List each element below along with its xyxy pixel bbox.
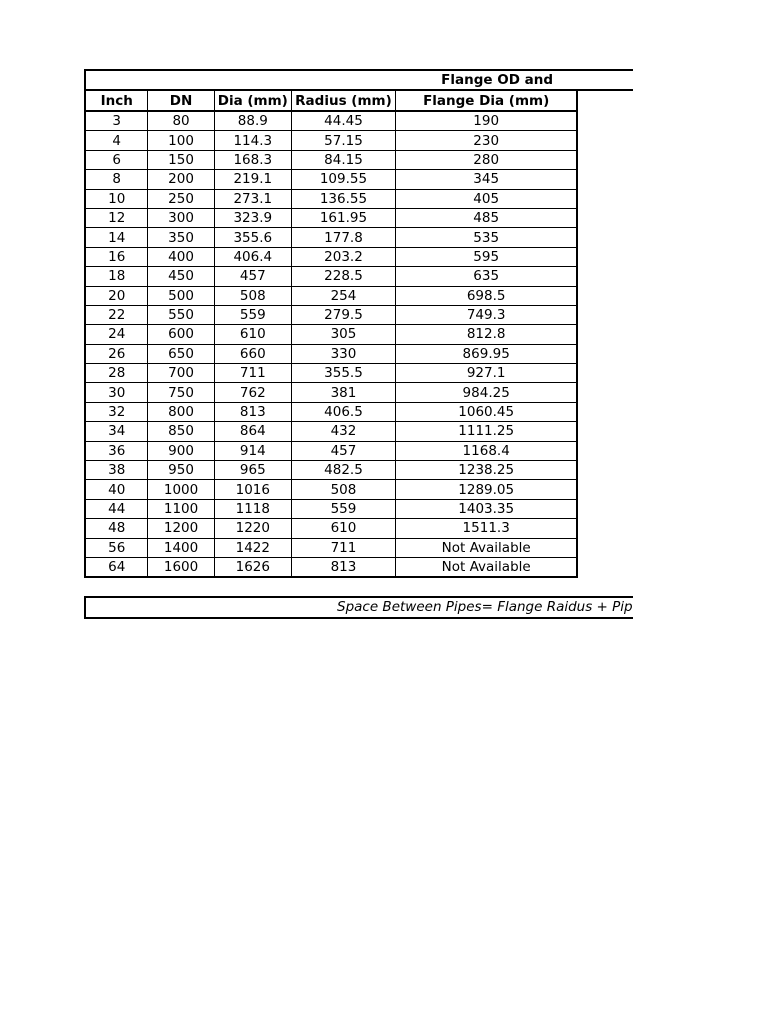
cell-flange-dia: 1060.45: [396, 402, 578, 421]
cell-dn: 1000: [148, 480, 214, 499]
cell-radius: 813: [291, 557, 395, 577]
overflow-cell: [577, 305, 633, 324]
cell-radius: 254: [291, 286, 395, 305]
cell-dia: 965: [214, 461, 291, 480]
cell-flange-dia: Not Available: [396, 538, 578, 557]
cell-flange-dia: 927.1: [396, 364, 578, 383]
cell-flange-dia: 635: [396, 267, 578, 286]
cell-dia: 219.1: [214, 170, 291, 189]
cell-dn: 600: [148, 325, 214, 344]
column-header-dn: DN: [148, 90, 214, 111]
table-row: [85, 131, 633, 150]
cell-dia: 168.3: [214, 150, 291, 169]
column-header-dia: Dia (mm): [214, 90, 291, 111]
table-row: [85, 111, 633, 131]
cell-dia: 1118: [214, 499, 291, 518]
cell-flange-dia: 984.25: [396, 383, 578, 402]
table-row: [85, 402, 633, 421]
cell-dn: 550: [148, 305, 214, 324]
cell-dia: 1016: [214, 480, 291, 499]
cell-inch: 48: [85, 519, 148, 538]
cell-dia: 864: [214, 422, 291, 441]
cell-inch: 14: [85, 228, 148, 247]
cell-inch: 22: [85, 305, 148, 324]
cell-inch: 38: [85, 461, 148, 480]
cell-radius: 84.15: [291, 150, 395, 169]
table-row: [85, 344, 633, 363]
cell-dia: 114.3: [214, 131, 291, 150]
cell-flange-dia: 1403.35: [396, 499, 578, 518]
cell-dia: 610: [214, 325, 291, 344]
cell-inch: 26: [85, 344, 148, 363]
cell-dn: 800: [148, 402, 214, 421]
cell-dn: 250: [148, 189, 214, 208]
cell-inch: 56: [85, 538, 148, 557]
cell-radius: 177.8: [291, 228, 395, 247]
cell-radius: 355.5: [291, 364, 395, 383]
table-row: [85, 441, 633, 460]
cell-flange-dia: 1238.25: [396, 461, 578, 480]
cell-flange-dia: 345: [396, 170, 578, 189]
table-row: [85, 364, 633, 383]
cell-flange-dia: 812.8: [396, 325, 578, 344]
cell-radius: 57.15: [291, 131, 395, 150]
table-title-row: [85, 70, 633, 90]
cell-radius: 279.5: [291, 305, 395, 324]
overflow-cell: [577, 325, 633, 344]
cell-radius: 330: [291, 344, 395, 363]
cell-dia: 1626: [214, 557, 291, 577]
cell-dia: 88.9: [214, 111, 291, 131]
table-row: [85, 247, 633, 266]
overflow-cell: [577, 557, 633, 577]
table-row: [85, 461, 633, 480]
cell-inch: 34: [85, 422, 148, 441]
overflow-cell: [577, 480, 633, 499]
overflow-cell: [577, 383, 633, 402]
column-header-overflow: [577, 90, 633, 111]
formula-note: Space Between Pipes= Flange Raidus + Pip: [337, 599, 633, 615]
cell-dia: 559: [214, 305, 291, 324]
table-row: [85, 538, 633, 557]
cell-dn: 300: [148, 208, 214, 227]
table-row: [85, 422, 633, 441]
cell-dia: 273.1: [214, 189, 291, 208]
cell-dn: 1100: [148, 499, 214, 518]
flange-table: [84, 69, 633, 578]
cell-dia: 1220: [214, 519, 291, 538]
cell-flange-dia: 535: [396, 228, 578, 247]
cell-dia: 813: [214, 402, 291, 421]
cell-inch: 36: [85, 441, 148, 460]
cell-dn: 450: [148, 267, 214, 286]
cell-inch: 30: [85, 383, 148, 402]
cell-dn: 200: [148, 170, 214, 189]
cell-dia: 457: [214, 267, 291, 286]
cell-inch: 64: [85, 557, 148, 577]
cell-dn: 150: [148, 150, 214, 169]
cell-flange-dia: 280: [396, 150, 578, 169]
column-header-flange-dia: Flange Dia (mm): [396, 90, 578, 111]
cell-radius: 161.95: [291, 208, 395, 227]
overflow-cell: [577, 111, 633, 131]
cell-radius: 381: [291, 383, 395, 402]
cell-dia: 711: [214, 364, 291, 383]
column-header-inch: Inch: [85, 90, 148, 111]
table-row: [85, 519, 633, 538]
cell-inch: 10: [85, 189, 148, 208]
cell-flange-dia: 485: [396, 208, 578, 227]
table-row: [85, 480, 633, 499]
column-header-radius: Radius (mm): [291, 90, 395, 111]
cell-inch: 32: [85, 402, 148, 421]
cell-radius: 457: [291, 441, 395, 460]
overflow-cell: [577, 441, 633, 460]
cell-flange-dia: 1289.05: [396, 480, 578, 499]
cell-dia: 355.6: [214, 228, 291, 247]
table-row: [85, 383, 633, 402]
cell-dn: 850: [148, 422, 214, 441]
cell-inch: 40: [85, 480, 148, 499]
overflow-cell: [577, 344, 633, 363]
cell-dn: 80: [148, 111, 214, 131]
cell-flange-dia: 230: [396, 131, 578, 150]
cell-radius: 559: [291, 499, 395, 518]
cell-flange-dia: 869.95: [396, 344, 578, 363]
cell-inch: 24: [85, 325, 148, 344]
cell-dn: 1400: [148, 538, 214, 557]
cell-inch: 44: [85, 499, 148, 518]
cell-flange-dia: 595: [396, 247, 578, 266]
table-row: [85, 305, 633, 324]
table-title: Flange OD and: [441, 72, 553, 88]
table-header-row: [85, 90, 633, 111]
cell-flange-dia: 749.3: [396, 305, 578, 324]
cell-radius: 136.55: [291, 189, 395, 208]
table-row: [85, 208, 633, 227]
cell-flange-dia: 190: [396, 111, 578, 131]
table-row: [85, 150, 633, 169]
cell-dn: 100: [148, 131, 214, 150]
table-row: [85, 267, 633, 286]
cell-dia: 1422: [214, 538, 291, 557]
cell-radius: 109.55: [291, 170, 395, 189]
table-row: [85, 325, 633, 344]
overflow-cell: [577, 208, 633, 227]
cell-inch: 12: [85, 208, 148, 227]
cell-flange-dia: 1168.4: [396, 441, 578, 460]
overflow-cell: [577, 538, 633, 557]
overflow-cell: [577, 228, 633, 247]
table-row: [85, 557, 633, 577]
cell-dia: 660: [214, 344, 291, 363]
cell-dia: 762: [214, 383, 291, 402]
overflow-cell: [577, 286, 633, 305]
cell-radius: 406.5: [291, 402, 395, 421]
cell-inch: 4: [85, 131, 148, 150]
cell-radius: 228.5: [291, 267, 395, 286]
cell-dia: 914: [214, 441, 291, 460]
table-row: [85, 499, 633, 518]
overflow-cell: [577, 364, 633, 383]
cell-flange-dia: 1511.3: [396, 519, 578, 538]
overflow-cell: [577, 267, 633, 286]
cell-dn: 900: [148, 441, 214, 460]
cell-flange-dia: 1111.25: [396, 422, 578, 441]
cell-radius: 610: [291, 519, 395, 538]
cell-inch: 16: [85, 247, 148, 266]
cell-dia: 406.4: [214, 247, 291, 266]
cell-inch: 18: [85, 267, 148, 286]
table-row: [85, 170, 633, 189]
cell-radius: 482.5: [291, 461, 395, 480]
cell-inch: 8: [85, 170, 148, 189]
cell-dn: 650: [148, 344, 214, 363]
cell-dia: 508: [214, 286, 291, 305]
cell-radius: 203.2: [291, 247, 395, 266]
overflow-cell: [577, 150, 633, 169]
table-row: [85, 286, 633, 305]
cell-radius: 432: [291, 422, 395, 441]
cell-radius: 711: [291, 538, 395, 557]
cell-radius: 305: [291, 325, 395, 344]
overflow-cell: [577, 461, 633, 480]
cell-flange-dia: Not Available: [396, 557, 578, 577]
table-title-cell: [85, 70, 633, 90]
table-row: [85, 189, 633, 208]
overflow-cell: [577, 170, 633, 189]
cell-inch: 6: [85, 150, 148, 169]
cell-flange-dia: 698.5: [396, 286, 578, 305]
cell-inch: 3: [85, 111, 148, 131]
cell-dn: 350: [148, 228, 214, 247]
table-row: [85, 228, 633, 247]
overflow-cell: [577, 402, 633, 421]
cell-flange-dia: 405: [396, 189, 578, 208]
cell-radius: 44.45: [291, 111, 395, 131]
overflow-cell: [577, 189, 633, 208]
cell-dn: 950: [148, 461, 214, 480]
formula-note-box: [84, 596, 633, 619]
cell-dn: 700: [148, 364, 214, 383]
cell-dn: 1200: [148, 519, 214, 538]
overflow-cell: [577, 131, 633, 150]
cell-dn: 1600: [148, 557, 214, 577]
overflow-cell: [577, 519, 633, 538]
cell-inch: 28: [85, 364, 148, 383]
cell-inch: 20: [85, 286, 148, 305]
overflow-cell: [577, 247, 633, 266]
cell-dn: 750: [148, 383, 214, 402]
cell-dn: 400: [148, 247, 214, 266]
cell-dn: 500: [148, 286, 214, 305]
overflow-cell: [577, 422, 633, 441]
cell-radius: 508: [291, 480, 395, 499]
cell-dia: 323.9: [214, 208, 291, 227]
overflow-cell: [577, 499, 633, 518]
